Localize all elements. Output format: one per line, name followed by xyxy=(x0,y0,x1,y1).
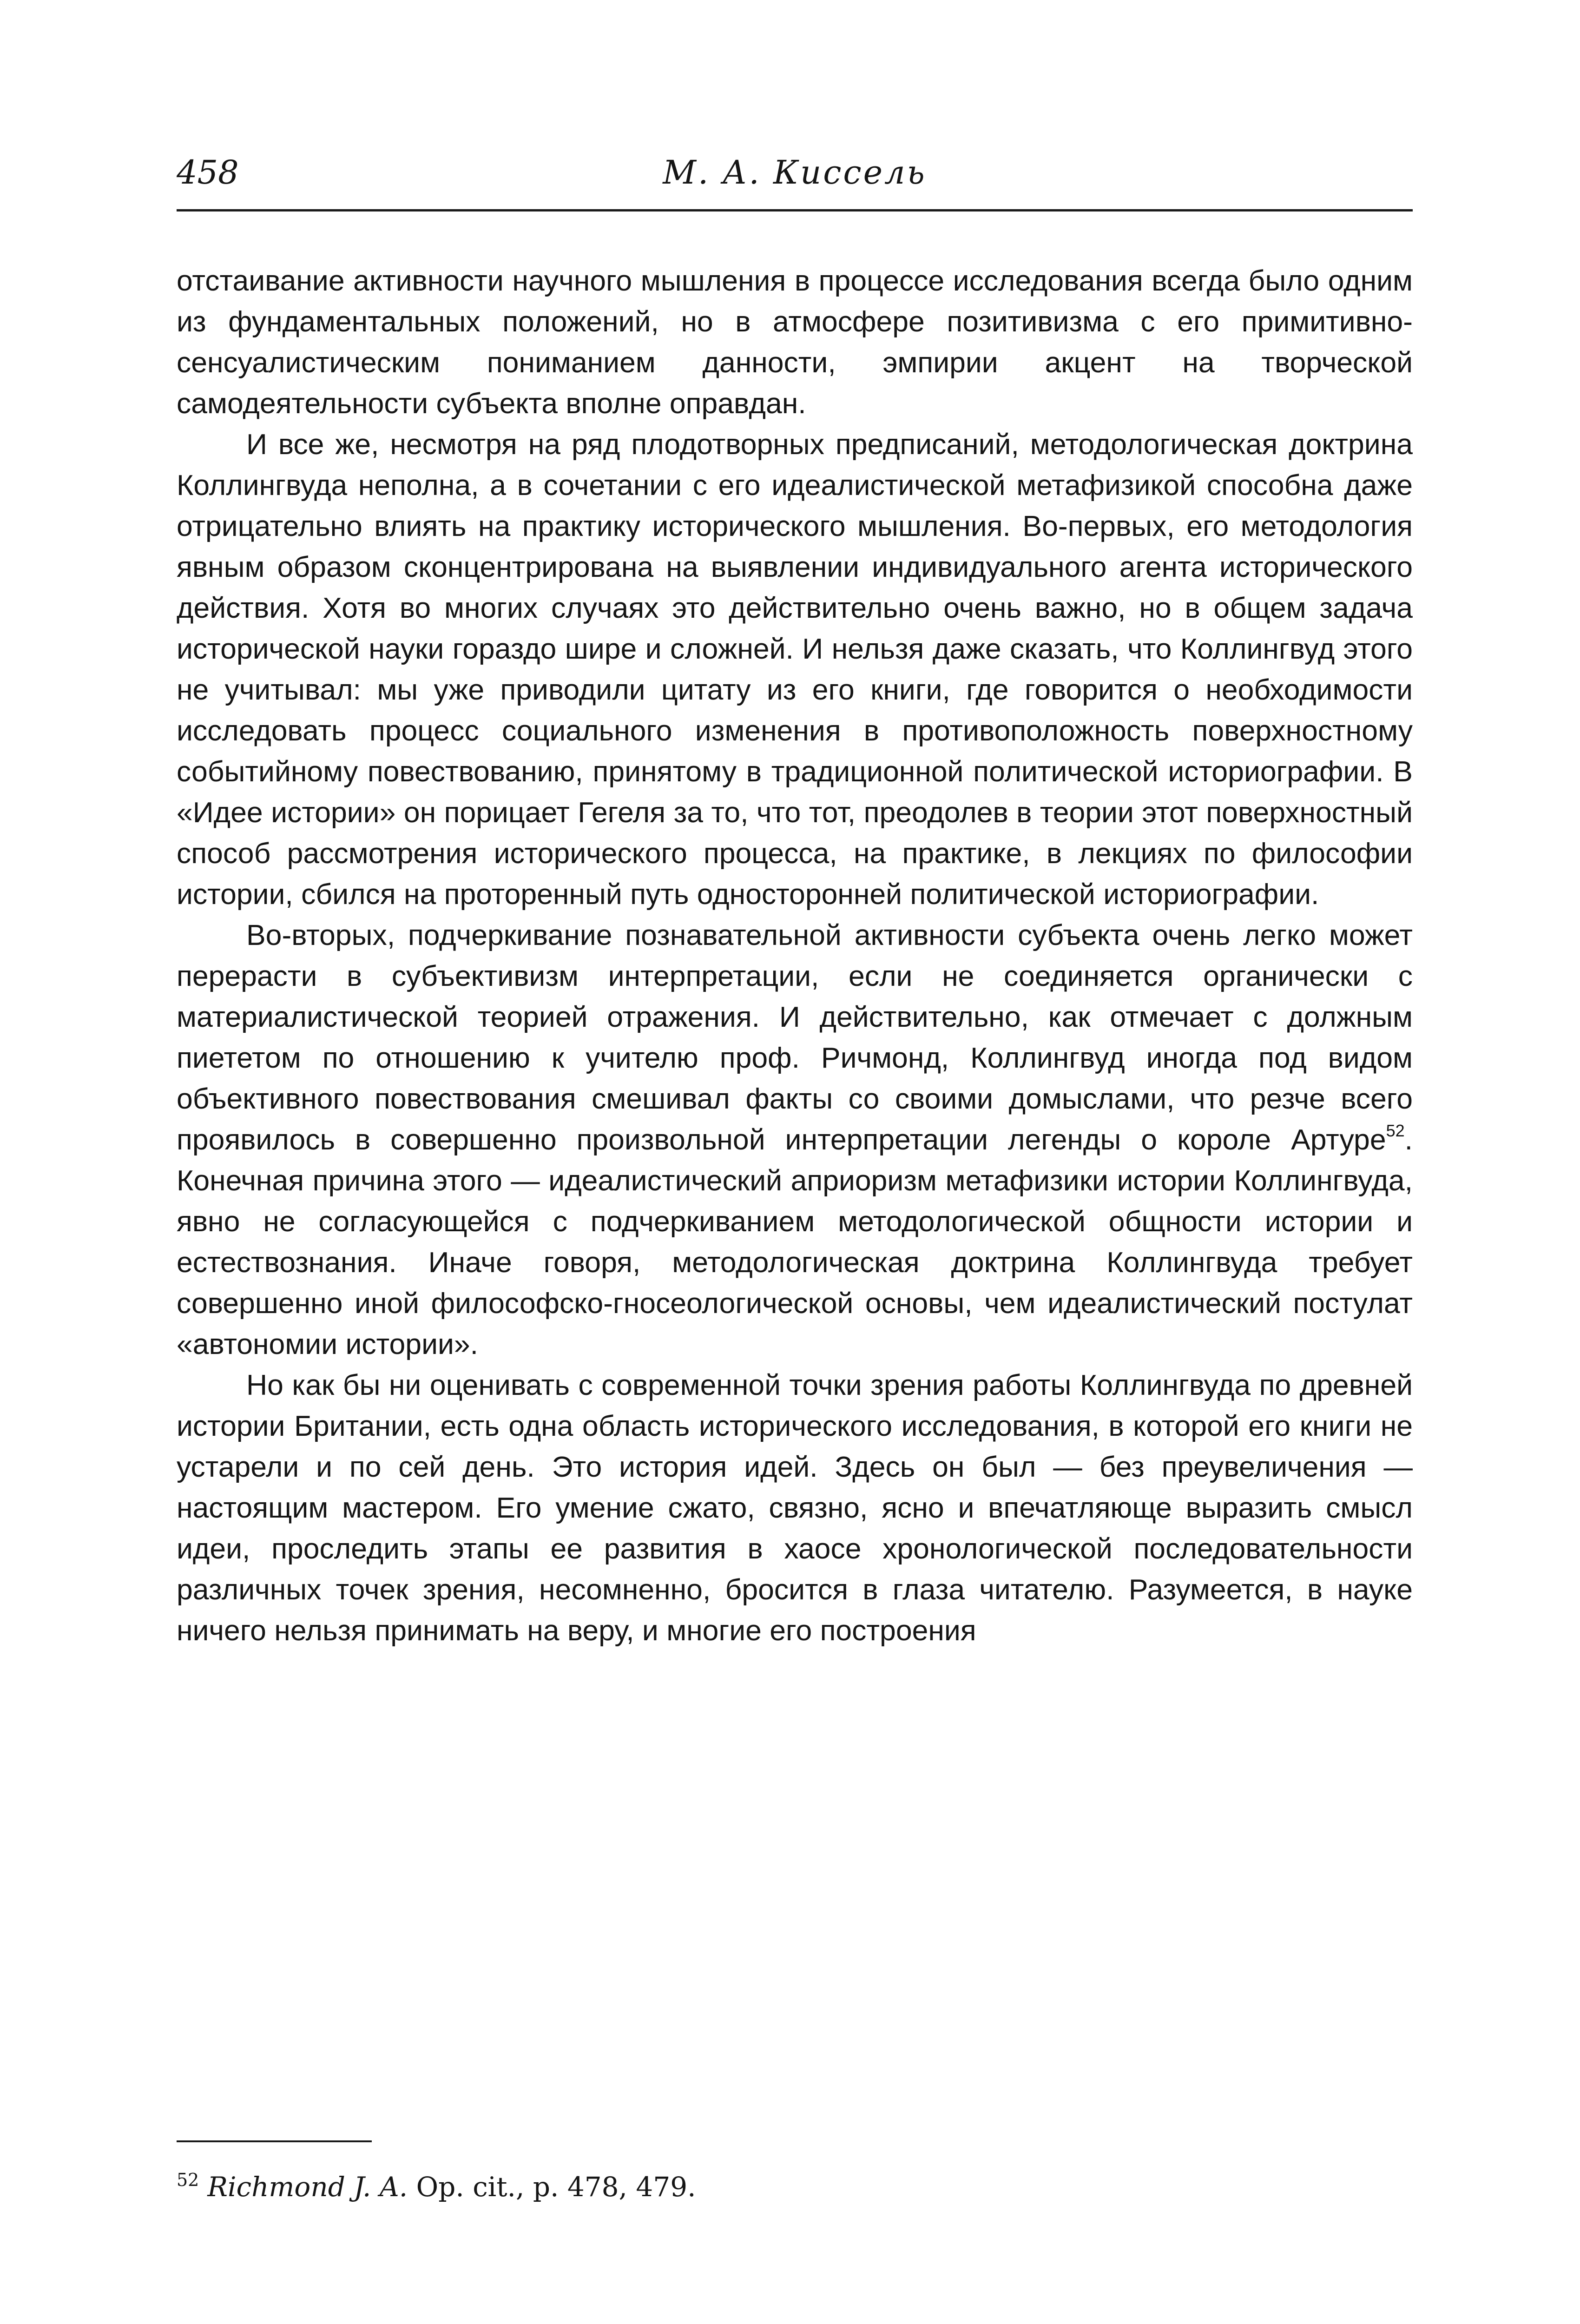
paragraph-4: Но как бы ни оценивать с современной точки зрения работы Коллингвуда по древней истории Британии, есть одна область исторического исследования, в которой его книги не устарели и по сей день. Это история идей. Здесь он был — без преувеличения — настоящим мастером. Его умение сжато, связно, ясно и впечатляюще выразить смысл идеи, проследить этапы ее развития в хаосе хронологической последовательности различных точек зрения, несомненно, бросится в глаза читателю. Разумеется, в науке ничего нельзя принимать на веру, и многие его построения xyxy=(177,1369,1413,1647)
footnote-divider xyxy=(177,2140,372,2142)
paragraph-3-text-before: Во-вторых, подчеркивание познавательной активности субъекта очень легко может перерасти в субъективизм интерпретации, если не соединяется органически с материалистической теорией отражения. И действительно, как отмечает с должным пиететом по отношению к учителю проф. Ричмонд, Коллингвуд иногда под видом объективного повествования смешивал факты со своими домыслами, что резче всего проявилось в совершенно произвольной интерпретации легенды о короле Артуре xyxy=(177,919,1413,1156)
paragraph-3 xyxy=(177,915,1413,1365)
running-title: М. А. Киссель xyxy=(663,153,927,191)
footnote xyxy=(177,2161,1413,2205)
paragraph-3-text-after: . Конечная причина этого — идеалистический априоризм метафизики истории Коллингвуда, явно не согласующейся с подчеркиванием методологической общности истории и естествознания. Иначе говоря, методологическая доктрина Коллингвуда требует совершенно иной философско-гносеологической основы, чем идеалистический постулат «автономии истории». xyxy=(177,1123,1413,1360)
paragraph-2: И все же, несмотря на ряд плодотворных предписаний, методологическая доктрина Коллингвуда неполна, а в сочетании с его идеалистической метафизикой способна даже отрицательно влиять на практику исторического мышления. Во-первых, его методология явным образом сконцентрирована на выявлении индивидуального агента исторического действия. Хотя во многих случаях это действительно очень важно, но в общем задача исторической науки гораздо шире и сложней. И нельзя даже сказать, что Коллингвуд этого не учитывал: мы уже приводили цитату из его книги, где говорится о необходимости исследовать процесс социального изменения в противоположность поверхностному событийному повествованию, принятому в традиционной политической историографии. В «Идее истории» он порицает Гегеля за то, что тот, преодолев в теории этот поверхностный способ рассмотрения исторического процесса, на практике, в лекциях по философии истории, сбился на проторенный путь односторонней политической историографии. xyxy=(177,428,1413,911)
running-head xyxy=(177,153,1413,211)
footnote-source: Op. cit., p. 478, 479. xyxy=(408,2171,696,2203)
page-number: 458 xyxy=(177,153,239,191)
paragraph-1: отстаивание активности научного мышления в процессе исследования всегда было одним из фундаментальных положений, но в атмосфере позитивизма с его примитивно-сенсуалистическим пониманием данности, эмпирии акцент на творческой самодеятельности субъекта вполне оправдан. xyxy=(177,264,1413,420)
footnote-reference[interactable]: 52 xyxy=(1386,1121,1405,1140)
body-text xyxy=(177,260,1413,1651)
footnote-author: Richmond J. A. xyxy=(207,2171,408,2203)
footnote-number: 52 xyxy=(177,2170,199,2190)
